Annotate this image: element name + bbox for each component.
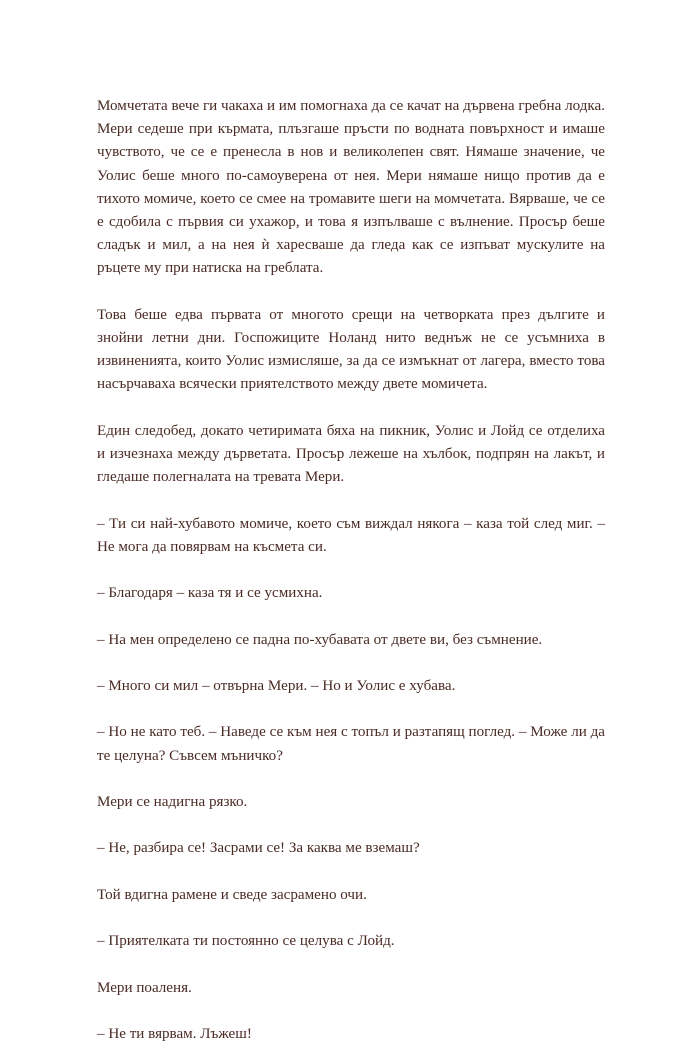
paragraph-9: Мери се надигна рязко. — [97, 793, 248, 810]
paragraph-2: Това беше едва първата от многото срещи на четворката през дългите и знойни летни дни. Госпожиците Ноланд нито веднъж не се усъмниха в извиненията, които Уолис измисляше, за да се измъкнат от лагера, вместо това насърчаваха всячески приятелството между двете момичета. — [97, 306, 605, 393]
paragraph-4: – Ти си най-хубавото момиче, което съм виждал някога – каза той след миг. – Не мога да повярвам на късмета си. — [97, 515, 605, 555]
paragraph-7: – Много си мил – отвърна Мери. – Но и Уолис е хубава. — [97, 677, 456, 694]
body-text — [97, 95, 605, 1046]
paragraph-13: Мери поаленя. — [97, 979, 192, 996]
paragraph-6: – На мен определено се падна по-хубавата от двете ви, без съмнение. — [97, 631, 543, 648]
paragraph-11: Той вдигна рамене и сведе засрамено очи. — [97, 886, 367, 903]
paragraph-8: – Но не като теб. – Наведе се към нея с топъл и разтапящ поглед. – Може ли да те целуна? Съвсем мъничко? — [97, 724, 605, 764]
paragraph-12: – Приятелката ти постоянно се целува с Лойд. — [97, 933, 395, 950]
paragraph-5: – Благодаря – каза тя и се усмихна. — [97, 585, 323, 602]
paragraph-14: – Не ти вярвам. Лъжеш! — [97, 1025, 252, 1042]
paragraph-1: Момчетата вече ги чакаха и им помогнаха да се качат на дървена гребна лодка. Мери седеше при кърмата, плъзгаше пръсти по водната повърхност и имаше чувството, че се е пренесла в нов и великолепен свят. Нямаше значение, че Уолис беше много по-самоуверена от нея. Мери нямаше нищо против да е тихото момиче, което се смее на тромавите шеги на момчетата. Вярваше, че се е сдобила с първия си ухажор, и това я изпълваше с вълнение. Просър беше сладък и мил, а на нея ѝ харесваше да гледа как се изпъват мускулите на ръцете му при натиска на греблата. — [97, 98, 605, 277]
paragraph-3: Един следобед, докато четиримата бяха на пикник, Уолис и Лойд се отделиха и изчезнаха между дърветата. Просър лежеше на хълбок, подпрян на лакът, и гледаше полегналата на тревата Мери. — [97, 422, 605, 486]
paragraph-10: – Не, разбира се! Засрами се! За каква ме вземаш? — [97, 840, 420, 857]
